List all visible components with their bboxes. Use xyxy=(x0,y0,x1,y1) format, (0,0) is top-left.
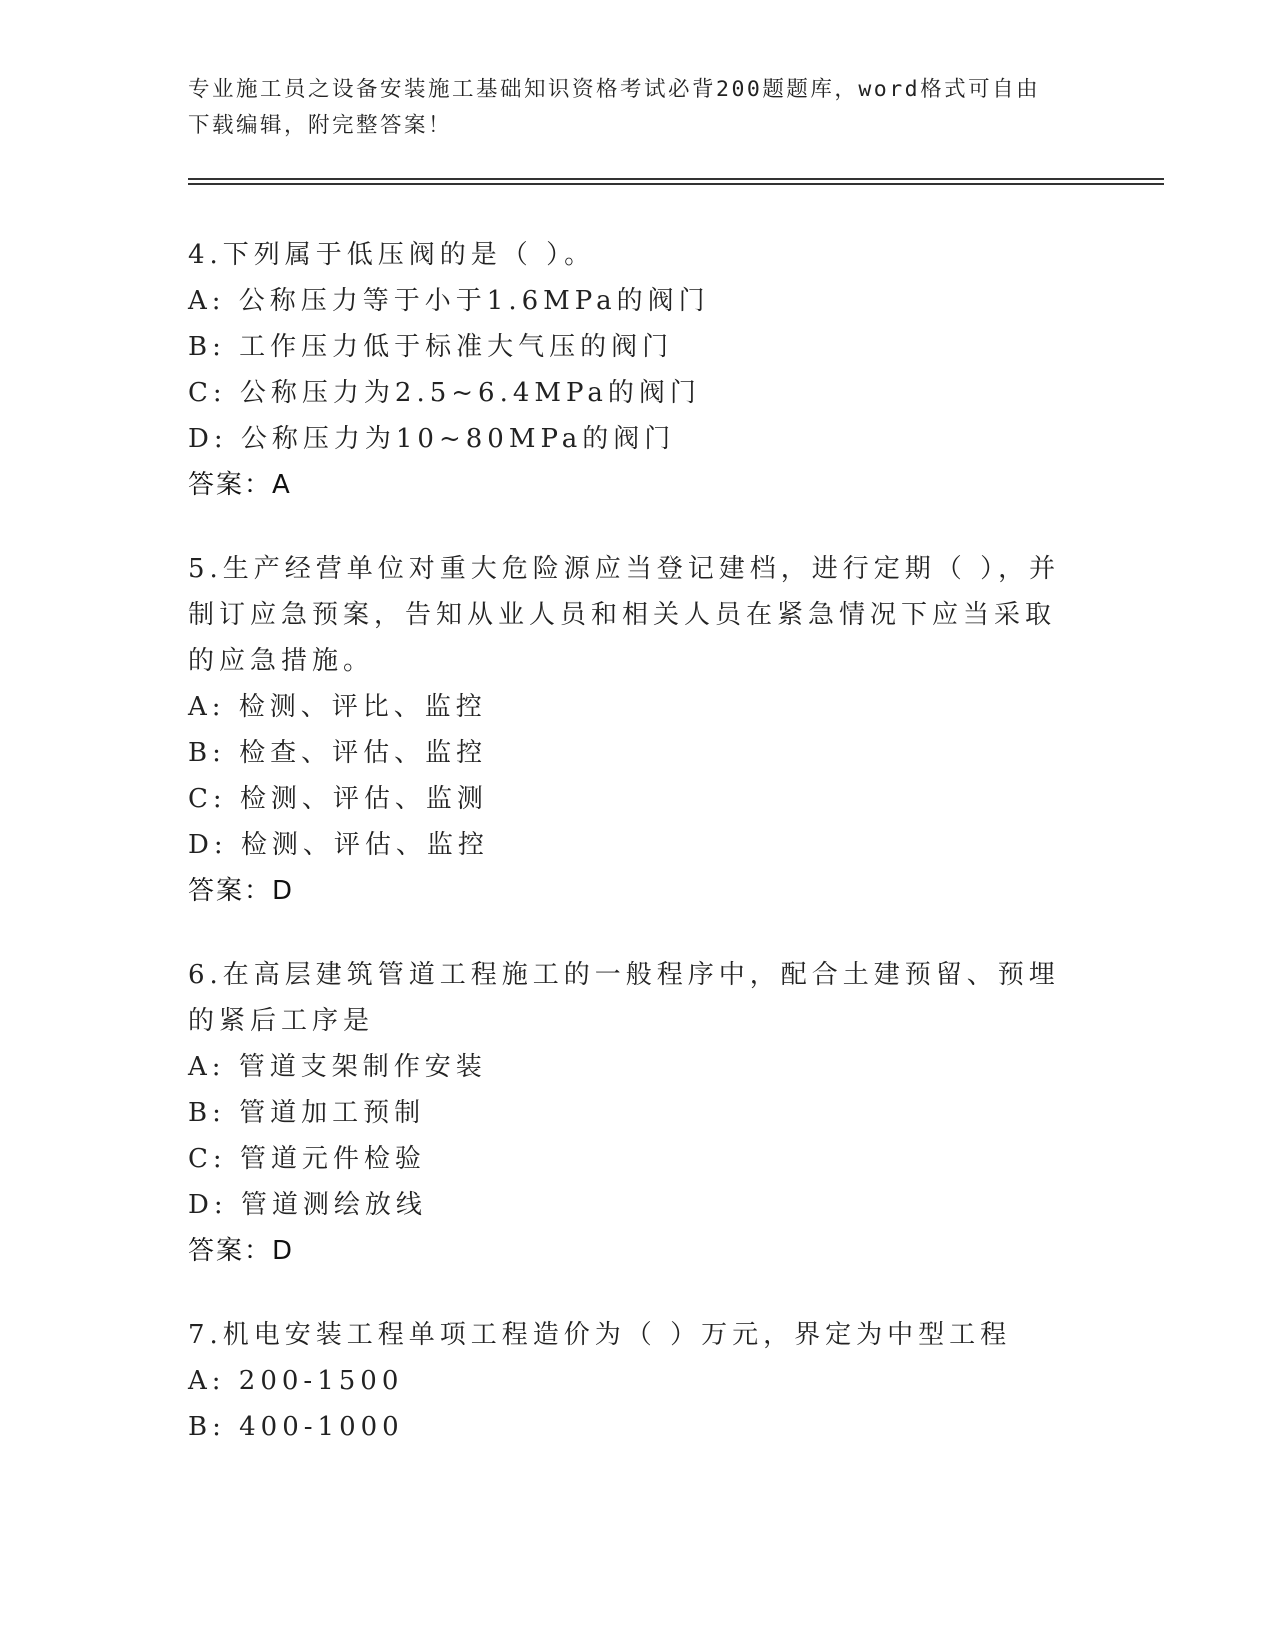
option-a: A: 管道支架制作安装 xyxy=(188,1052,487,1082)
document-header xyxy=(188,72,1068,144)
option-d: D: 检测、评估、监控 xyxy=(188,830,489,860)
option-a: A: 公称压力等于小于1.6MPa的阀门 xyxy=(188,286,710,316)
answer-line: 答案：D xyxy=(188,876,295,906)
option-a: A: 200-1500 xyxy=(188,1366,404,1396)
option-b: B: 管道加工预制 xyxy=(188,1098,426,1128)
question-6 xyxy=(188,952,1088,1274)
question-5 xyxy=(188,546,1088,914)
question-text: 7.机电安装工程单项工程造价为（ ）万元，界定为中型工程 xyxy=(188,1320,1012,1350)
answer-line: 答案：D xyxy=(188,1236,295,1266)
header-divider-bottom xyxy=(188,183,1164,185)
question-text: 5.生产经营单位对重大危险源应当登记建档，进行定期（ ），并制订应急预案，告知从业人员和相关人员在紧急情况下应当采取的应急措施。 xyxy=(188,554,1061,676)
question-text: 4.下列属于低压阀的是（ ）。 xyxy=(188,240,596,270)
header-divider-top xyxy=(188,178,1164,180)
option-c: C: 公称压力为2.5~6.4MPa的阀门 xyxy=(188,378,701,408)
option-b: B: 400-1000 xyxy=(188,1412,404,1442)
answer-line: 答案：A xyxy=(188,470,292,500)
option-d: D: 公称压力为10~80MPa的阀门 xyxy=(188,424,676,454)
header-line-1: 专业施工员之设备安装施工基础知识资格考试必背200题题库，word格式可自由 xyxy=(188,77,1041,102)
option-c: C: 检测、评估、监测 xyxy=(188,784,488,814)
option-b: B: 检查、评估、监控 xyxy=(188,738,488,768)
question-7 xyxy=(188,1312,1088,1450)
option-a: A: 检测、评比、监控 xyxy=(188,692,487,722)
question-text: 6.在高层建筑管道工程施工的一般程序中，配合土建预留、预埋的紧后工序是 xyxy=(188,960,1060,1036)
question-4 xyxy=(188,232,1088,508)
option-c: C: 管道元件检验 xyxy=(188,1144,426,1174)
option-d: D: 管道测绘放线 xyxy=(188,1190,427,1220)
header-line-2: 下载编辑，附完整答案！ xyxy=(188,113,453,138)
question-list xyxy=(188,232,1088,1488)
option-b: B: 工作压力低于标准大气压的阀门 xyxy=(188,332,674,362)
